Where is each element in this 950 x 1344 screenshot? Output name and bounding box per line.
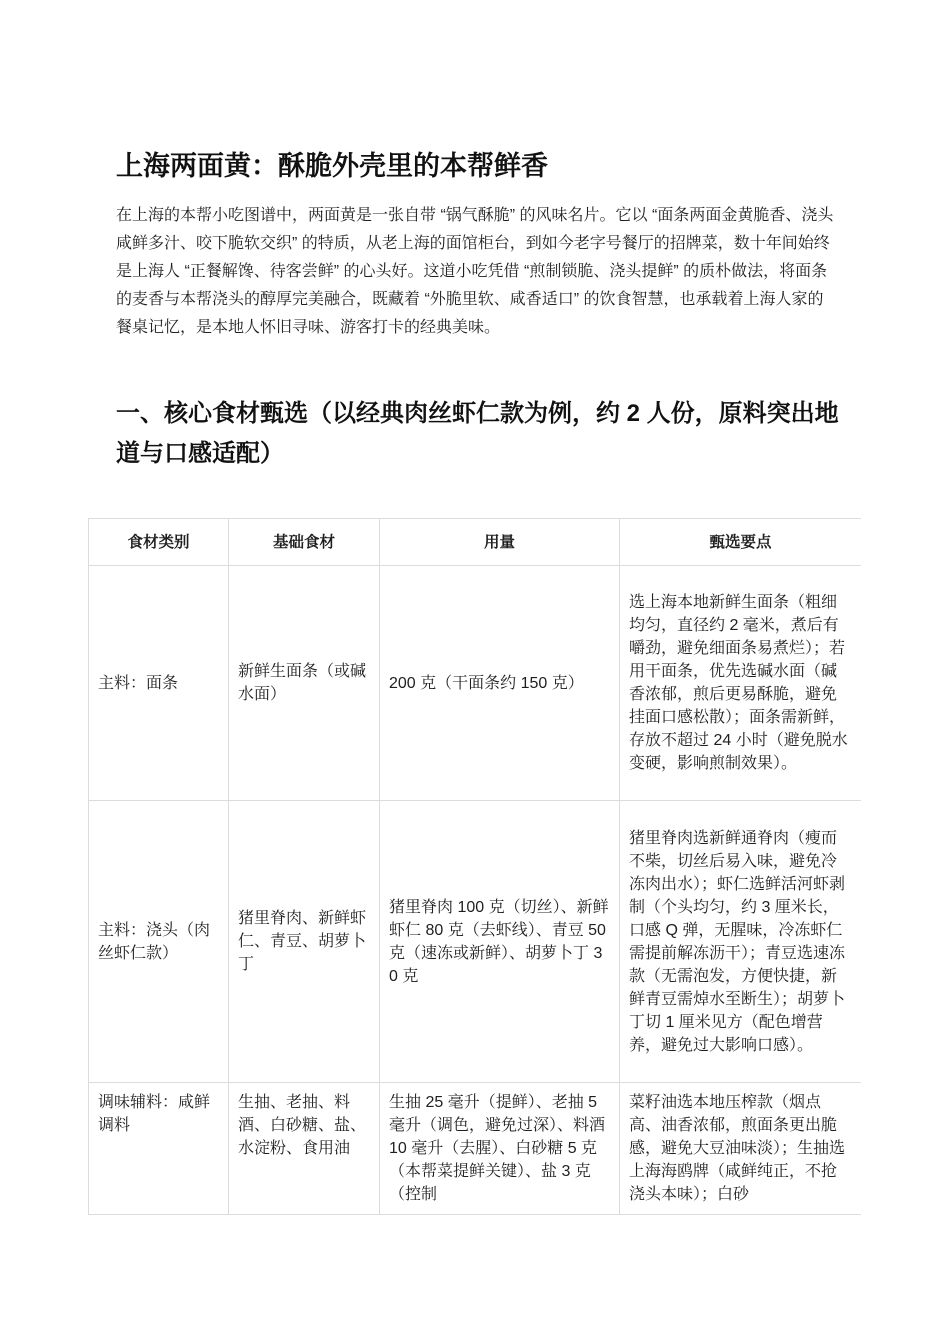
header-ingredient: 基础食材 xyxy=(229,519,380,566)
cell-notes: 菜籽油选本地压榨款（烟点高、油香浓郁，煎面条更出脆感，避免大豆油味淡）；生抽选上海海鸥牌（咸鲜纯正，不抢浇头本味）；白砂 xyxy=(620,1083,862,1215)
header-category: 食材类别 xyxy=(89,519,229,566)
cell-amount: 200 克（干面条约 150 克） xyxy=(380,566,620,801)
header-amount: 用量 xyxy=(380,519,620,566)
page-title: 上海两面黄：酥脆外壳里的本帮鲜香 xyxy=(116,151,548,181)
table-row xyxy=(89,566,862,801)
ingredients-table xyxy=(88,518,861,1215)
table-row xyxy=(89,1083,862,1215)
section-heading: 一、核心食材甄选（以经典肉丝虾仁款为例，约 2 人份，原料突出地道与口感适配） xyxy=(116,400,839,467)
cell-ingredient: 新鲜生面条（或碱水面） xyxy=(229,566,380,801)
cell-category: 主料：浇头（肉丝虾仁款） xyxy=(89,801,229,1083)
ingredients-table-container xyxy=(88,518,861,1222)
header-notes: 甄选要点 xyxy=(620,519,862,566)
cell-notes: 猪里脊肉选新鲜通脊肉（瘦而不柴，切丝后易入味，避免冷冻肉出水）；虾仁选鲜活河虾剥制（个头均匀，约 3 厘米长，口感 Q 弹，无腥味，冷冻虾仁需提前解冻沥干）；青豆选速冻款（无需泡发，方便快捷，新鲜青豆需焯水至断生）；胡萝卜丁切 1 厘米见方（配色增营养，避免过大影响口感）。 xyxy=(620,801,862,1083)
cell-ingredient: 生抽、老抽、料酒、白砂糖、盐、水淀粉、食用油 xyxy=(229,1083,380,1215)
table-row xyxy=(89,801,862,1083)
cell-notes: 选上海本地新鲜生面条（粗细均匀，直径约 2 毫米，煮后有嚼劲，避免细面条易煮烂）；若用干面条，优先选碱水面（碱香浓郁，煎后更易酥脆，避免挂面口感松散）；面条需新鲜，存放不超过 24 小时（避免脱水变硬，影响煎制效果）。 xyxy=(620,566,862,801)
table-header-row xyxy=(89,519,862,566)
cell-category: 主料：面条 xyxy=(89,566,229,801)
cell-ingredient: 猪里脊肉、新鲜虾仁、青豆、胡萝卜丁 xyxy=(229,801,380,1083)
intro-paragraph: 在上海的本帮小吃图谱中，两面黄是一张自带 “锅气酥脆” 的风味名片。它以 “面条两面金黄脆香、浇头咸鲜多汁、咬下脆软交织” 的特质，从老上海的面馆柜台，到如今老字号餐厅的招牌菜，数十年间始终是上海人 “正餐解馋、待客尝鲜” 的心头好。这道小吃凭借 “煎制锁脆、浇头提鲜” 的质朴做法，将面条的麦香与本帮浇头的醇厚完美融合，既藏着 “外脆里软、咸香适口” 的饮食智慧，也承载着上海人家的餐桌记忆，是本地人怀旧寻味、游客打卡的经典美味。 xyxy=(116,207,834,336)
cell-amount: 猪里脊肉 100 克（切丝）、新鲜虾仁 80 克（去虾线）、青豆 50 克（速冻或新鲜）、胡萝卜丁 30 克 xyxy=(380,801,620,1083)
cell-category: 调味辅料：咸鲜调料 xyxy=(89,1083,229,1215)
cell-amount: 生抽 25 毫升（提鲜）、老抽 5 毫升（调色，避免过深）、料酒 10 毫升（去腥）、白砂糖 5 克（本帮菜提鲜关键）、盐 3 克（控制 xyxy=(380,1083,620,1215)
